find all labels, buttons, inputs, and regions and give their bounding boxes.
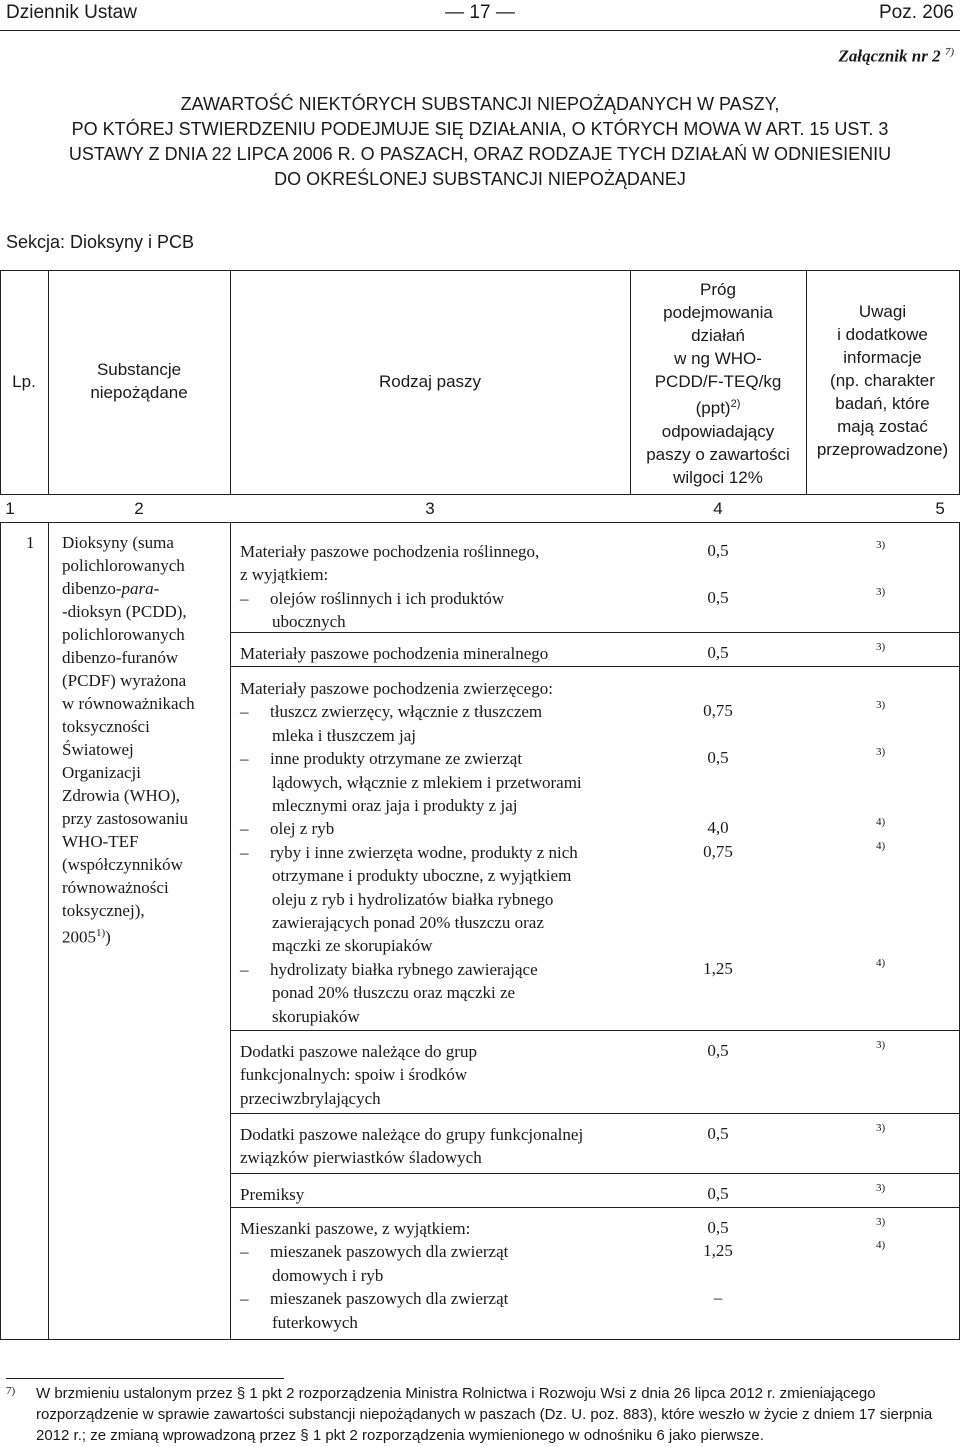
threshold-value: 0,5 [707,1184,729,1203]
feed-type-text: Dodatki paszowe należące do grupy funkcjonalnej [240,1125,584,1144]
column-number: 5 [935,499,945,518]
substance-italic: para [121,579,154,598]
col-border [48,522,49,1340]
list-dash: – [240,702,249,722]
feed-type-line [240,1264,628,1287]
threshold-value: 1,25 [703,1241,733,1261]
section-heading: Sekcja: Dioksyny i PCB [6,232,195,252]
group-separator [230,1113,960,1114]
feed-type-text: olej z ryb [270,819,335,839]
remark-footnote-ref: 4) [876,839,886,852]
list-dash: – [240,819,249,839]
remark-footnote-ref: 3) [876,539,886,551]
feed-type-line [240,794,628,817]
feed-type-text: Premiksy [240,1185,305,1204]
threshold-value: 0,5 [707,587,729,607]
feed-type-text: Mieszanki paszowe, z wyjątkiem: [240,1219,471,1238]
feed-type-text: Materiały paszowe pochodzenia mineralnego [240,644,549,663]
feed-type-line [240,958,628,981]
remark-footnote-ref: 3) [876,746,886,759]
remark-footnote-ref: 3) [876,1039,886,1051]
feed-type-text: Materiały paszowe pochodzenia roślinnego, [240,542,540,561]
feed-type-line [240,1217,628,1240]
list-dash: – [240,842,249,862]
feed-type-text: przeciwzbrylających [240,1088,381,1108]
feed-type-line [240,642,628,665]
feed-type-text: olejów roślinnych i ich produktów [270,588,505,608]
feed-type-line [240,841,628,864]
feed-type-line [240,563,628,586]
remark-footnote-ref: 3) [876,1216,886,1228]
threshold-footnote-ref: 2) [730,398,741,410]
annex-footnote-ref: 7) [944,46,954,58]
feed-type-text: z wyjątkiem: [240,565,329,585]
remark-footnote-ref: 3) [876,699,886,712]
col-border [0,522,1,1340]
table-border-top [0,270,960,271]
table-border-bottom [0,1339,960,1340]
threshold-value: 0,5 [707,1218,729,1237]
group-separator [230,666,960,667]
header-feed-type: Rodzaj paszy [378,372,482,391]
column-number: 4 [713,499,723,518]
feed-type-text: hydrolizaty białka rybnego zawierające [270,959,538,979]
journal-name: Dziennik Ustaw [6,2,137,23]
feed-type-line [240,724,628,747]
page-number: — 17 — [445,2,515,23]
feed-type-line [240,1311,628,1334]
list-dash: – [240,959,249,979]
threshold-value: 0,5 [707,748,729,768]
feed-type-text: futerkowych [272,1312,358,1332]
feed-type-text: mieszanek paszowych dla zwierząt [270,1242,509,1262]
feed-type-line [240,981,628,1004]
threshold-value: 0,5 [707,643,729,662]
title-line: DO OKREŚLONEJ SUBSTANCJI NIEPOŻĄDANEJ [274,169,686,189]
feed-type-text: domowych i ryb [272,1265,384,1285]
column-number: 1 [5,499,15,518]
group-separator [230,1207,960,1208]
feed-type-line [240,864,628,887]
column-number: 2 [134,499,144,518]
remark-footnote-ref: 3) [876,1122,886,1134]
remark-footnote-ref: 3) [876,641,886,653]
feed-type-line [240,747,628,770]
remark-footnote-ref: 3) [876,585,886,598]
col-border [230,522,231,1340]
feed-type-line [240,540,628,563]
feed-type-text: skorupiaków [272,1006,360,1026]
feed-type-line [240,677,628,700]
title-line: ZAWARTOŚĆ NIEKTÓRYCH SUBSTANCJI NIEPOŻĄDANYCH W PASZY, [180,94,780,114]
feed-type-text: tłuszcz zwierzęcy, włącznie z tłuszczem [270,702,543,722]
column-number-rule [0,522,960,523]
feed-type-line [240,700,628,723]
feed-type-line [240,1087,628,1110]
feed-type-text: mleka i tłuszczem jaj [272,725,416,745]
threshold-value: 0,75 [703,701,733,721]
header-threshold: Próg podejmowania działań w ng WHO- PCDD/F-TEQ/kg (ppt)$^{2)}$ odpowiadający paszy o zawartości wilgoci 12% [646,280,790,487]
feed-type-text: oleju z ryb i hydrolizatów białka rybnego [272,889,554,909]
threshold-value: – [713,1288,723,1308]
threshold-value: 0,5 [707,1124,729,1143]
feed-type-text: ubocznych [272,612,346,632]
threshold-value: 1,25 [703,958,733,978]
feed-type-text: ryby i inne zwierzęta wodne, produkty z nich [270,842,578,862]
remark-footnote-ref: 4) [876,816,886,829]
column-number: 3 [425,499,435,518]
feed-type-line [240,817,628,840]
remark-footnote-ref: 3) [876,1182,886,1194]
feed-type-text: mączki ze skorupiaków [272,936,433,956]
feed-type-text: mieszanek paszowych dla zwierząt [270,1289,509,1309]
feed-type-text: zawierających ponad 20% tłuszczu oraz [272,913,544,932]
footnote-text: W brzmieniu ustalonym przez § 1 pkt 2 rozporządzenia Ministra Rolnictwa i Rozwoju Wsi z dnia 26 lipca 2012 r. zmieniającego rozporządzenie w sprawie zawartości substancji niepożądanych w paszach (Dz. U. poz. 883), które weszło w życie z dniem 17 sierpnia 2012 r.; ze zmianą wprowadzoną przez § 1 pkt 2 rozporządzenia wymienionego w odnośniku 6 jako pierwsze. [36,1385,933,1444]
footnote-rule [6,1378,284,1379]
title-line: PO KTÓREJ STWIERDZENIU PODEJMUJE SIĘ DZIAŁANIA, O KTÓRYCH MOWA W ART. 15 UST. 3 [71,119,889,139]
list-dash: – [240,749,249,769]
feed-type-line [240,1063,628,1086]
feed-type-text: funkcjonalnych: spoiw i środków [240,1065,468,1085]
feed-type-text: mlecznymi oraz jaja i produkty z jaj [272,796,518,815]
feed-type-text: Dodatki paszowe należące do grup [240,1042,477,1061]
feed-type-line [240,934,628,957]
remark-footnote-ref: 4) [876,956,886,969]
feed-type-line [240,771,628,794]
position-number: Poz. 206 [879,2,954,23]
header-rule [0,30,960,31]
footnote-mark: 7) [6,1385,16,1397]
annex-label: Załącznik nr 2 $^{7)}$ [838,46,954,66]
substances-table [0,270,960,1340]
header-substances: Substancje niepożądane [90,360,188,402]
remark-footnote-ref: 4) [876,1239,886,1252]
threshold-value: 4,0 [707,818,729,838]
feed-type-text: lądowych, włącznie z mlekiem i przetworami [272,772,582,792]
feed-type-line [240,1123,628,1146]
threshold-value: 0,75 [703,841,733,861]
title-line: USTAWY Z DNIA 22 LIPCA 2006 R. O PASZACH, ORAZ RODZAJE TYCH DZIAŁAŃ W ODNIESIENIU [68,144,892,164]
feed-type-text: ponad 20% tłuszczu oraz mączki ze [272,983,516,1003]
list-dash: – [240,1289,249,1309]
substance-description: Dioksyny (suma polichlorowanych dibenzo-para- -dioksyn (PCDD), polichlorowanych dibenzo-furanów (PCDF) wyrażona w równoważnikach toksyczności Światowej Organizacji Zdrowia (WHO), przy zastosowaniu WHO-TEF (współczynników równoważności toksycznej), 2005$^{1)}$) [62,533,195,947]
feed-type-line [240,610,628,633]
feed-type-text: inne produkty otrzymane ze zwierząt [270,749,523,769]
feed-type-line [240,1040,628,1063]
feed-type-line [240,1005,628,1028]
feed-type-line [240,1146,628,1169]
feed-type-text: otrzymane i produkty uboczne, z wyjątkiem [272,866,572,886]
feed-type-line [240,587,628,610]
header-remarks: Uwagi i dodatkowe informacje (np. charakter badań, które mają zostać przeprowadzone) [816,302,949,459]
group-separator [230,1030,960,1031]
row-number: 1 [26,533,35,552]
feed-type-line [240,1183,628,1206]
list-dash: – [240,1242,249,1262]
feed-type-text: związków pierwiastków śladowych [240,1148,482,1168]
feed-type-line [240,1240,628,1263]
header-lp: Lp. [12,372,36,391]
group-separator [230,1173,960,1174]
page-header [0,0,960,28]
feed-type-line [240,888,628,911]
list-dash: – [240,588,249,608]
threshold-value: 0,5 [707,1041,729,1060]
threshold-value: 0,5 [707,541,729,560]
feed-type-line [240,911,628,934]
feed-type-line [240,1287,628,1310]
substance-footnote-ref: 1) [96,927,106,939]
document-title [0,92,960,192]
feed-type-text: Materiały paszowe pochodzenia zwierzęcego: [240,679,553,698]
header-rule [0,494,960,495]
